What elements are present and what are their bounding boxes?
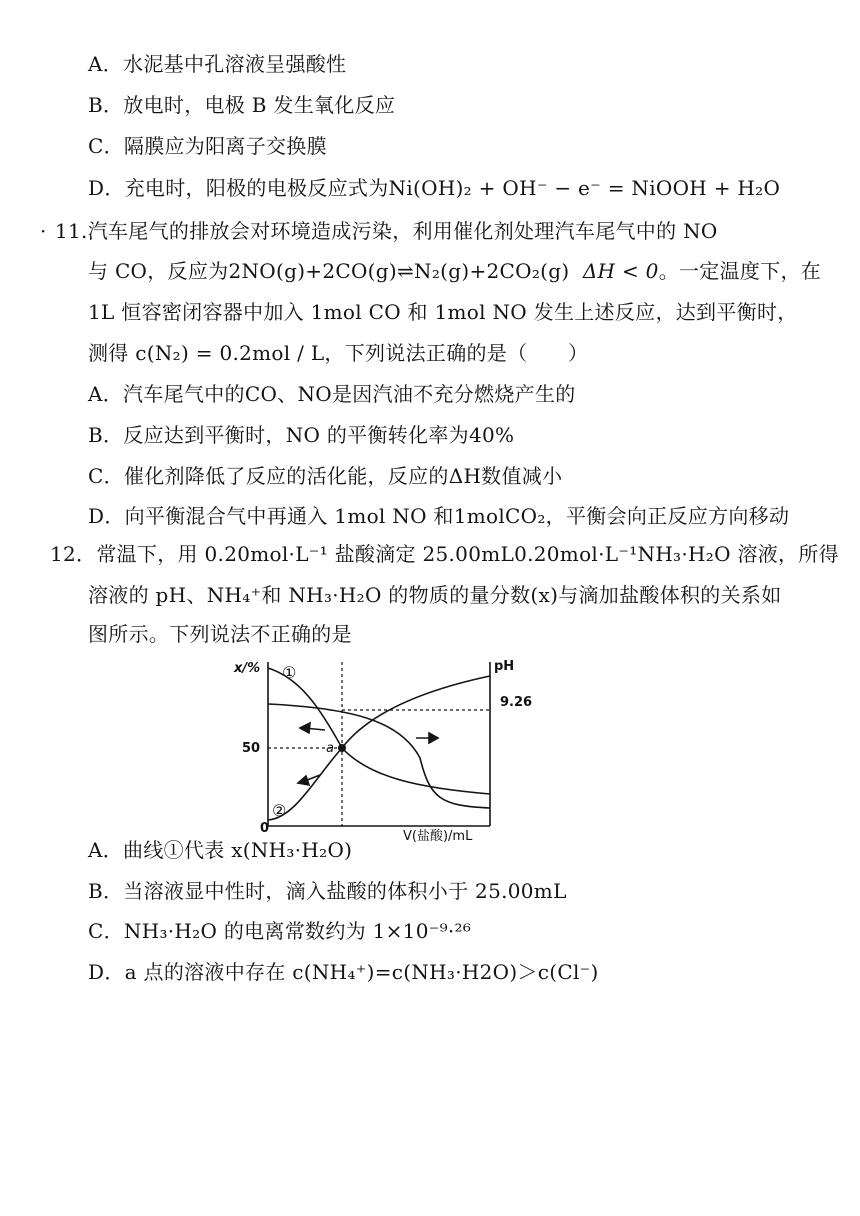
option-prev-b: B．放电时，电极 B 发生氧化反应 xyxy=(88,93,396,117)
ph-curve xyxy=(268,704,490,808)
arrow-right-head xyxy=(429,733,438,743)
arrow-left-upper-head xyxy=(300,723,310,733)
curve-2-label: ② xyxy=(272,801,287,820)
point-a-marker xyxy=(338,744,346,752)
tick-ph-9-26-label: 9.26 xyxy=(500,695,533,710)
curve-1-nh3h2o xyxy=(268,668,490,794)
option-prev-d-equation: Ni(OH)₂ + OH⁻ − e⁻ = NiOOH + H₂O xyxy=(388,176,781,200)
option-prev-c: C．隔膜应为阳离子交换膜 xyxy=(88,134,327,158)
q11-option-a: A．汽车尾气中的CO、NO是因汽油不充分燃烧产生的 xyxy=(88,382,576,406)
tick-50-label: 50 xyxy=(242,741,261,756)
y-axis-left-label: x/% xyxy=(234,661,261,676)
q11-stem-line4: 测得 c(N₂) = 0.2mol / L，下列说法正确的是（ ） xyxy=(88,341,589,365)
q11-stem-line2 xyxy=(88,257,821,285)
q12-option-a: A．曲线①代表 x(NH₃·H₂O) xyxy=(88,838,353,862)
x-axis-label: V(盐酸)/mL xyxy=(403,829,473,844)
q11-option-d: D．向平衡混合气中再通入 1mol NO 和1molCO₂，平衡会向正反应方向移动 xyxy=(88,504,790,528)
q11-option-c: C．催化剂降低了反应的活化能，反应的ΔH数值减小 xyxy=(88,464,563,488)
q11-option-b: B．反应达到平衡时，NO 的平衡转化率为40% xyxy=(88,423,515,447)
option-prev-d xyxy=(88,174,780,202)
q11-stem-line3: 1L 恒容密闭容器中加入 1mol CO 和 1mol NO 发生上述反应，达到平衡时， xyxy=(88,300,798,324)
option-prev-a: A．水泥基中孔溶液呈强酸性 xyxy=(88,52,347,76)
q11-stem-line1: 11.汽车尾气的排放会对环境造成污染，利用催化剂处理汽车尾气中的 NO xyxy=(55,219,718,243)
q12-option-c: C．NH₃·H₂O 的电离常数约为 1×10⁻⁹·²⁶ xyxy=(88,919,472,943)
question-bullet-dot: · xyxy=(40,219,47,243)
q12-stem-line3: 图所示。下列说法不正确的是 xyxy=(88,622,352,646)
q11-enthalpy: ΔH < 0 xyxy=(582,259,659,283)
q12-option-d: D．a 点的溶液中存在 c(NH₄⁺)=c(NH₃·H2O)＞c(Cl⁻) xyxy=(88,960,599,984)
q12-stem-line1: 12．常温下，用 0.20mol·L⁻¹ 盐酸滴定 25.00mL0.20mol·L⁻¹NH₃·H₂O 溶液，所得 xyxy=(50,542,839,566)
q11-reaction-equation: 2NO(g)+2CO(g)⇌N₂(g)+2CO₂(g) xyxy=(228,259,570,283)
q11-line2-text-b: 。一定温度下，在 xyxy=(658,259,822,283)
q12-stem-line2: 溶液的 pH、NH₄⁺和 NH₃·H₂O 的物质的量分数(x)与滴加盐酸体积的关系如 xyxy=(88,583,782,607)
titration-figure xyxy=(220,648,550,848)
q12-option-b: B．当溶液显中性时，滴入盐酸的体积小于 25.00mL xyxy=(88,879,567,903)
curve-2-nh4 xyxy=(268,676,490,820)
arrow-left-lower-head xyxy=(298,776,309,785)
origin-label: 0 xyxy=(260,821,270,836)
y-axis-right-label: pH xyxy=(494,659,515,674)
curve-1-label: ① xyxy=(282,663,297,682)
q11-line2-text-a: 与 CO，反应为 xyxy=(88,259,229,283)
point-a-label: a xyxy=(326,741,334,756)
option-prev-d-text: D．充电时，阳极的电极反应式为 xyxy=(88,176,389,200)
